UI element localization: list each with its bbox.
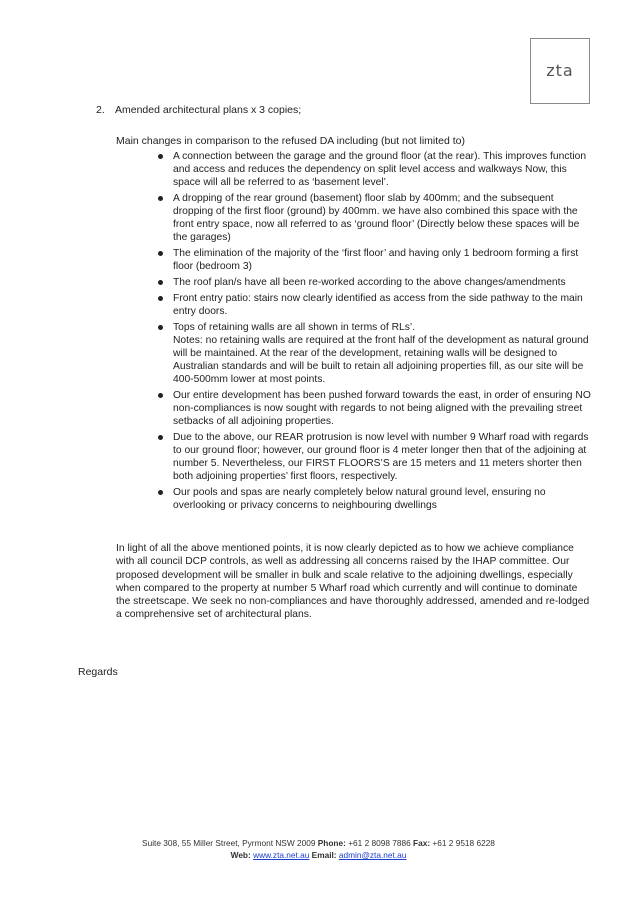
footer-address: Suite 308, 55 Miller Street, Pyrmont NSW 2009 bbox=[142, 838, 316, 848]
logo-text: zta bbox=[546, 61, 574, 80]
footer-line-2 bbox=[0, 849, 637, 861]
footer-line-1 bbox=[0, 837, 637, 849]
company-logo bbox=[530, 38, 590, 104]
email-label: Email: bbox=[311, 850, 337, 860]
page-footer bbox=[0, 837, 637, 861]
web-label: Web: bbox=[230, 850, 251, 860]
conclusion-paragraph: In light of all the above mentioned points, it is now clearly depicted as to how we achieve compliance with all council DCP controls, as well as addressing all concerns raised by the IHAP committee. Our proposed development will be smaller in bulk and scale relative to the adjoining dwellings, especially when compared to the property at number 5 Wharf road which currently and will continue to dominate the streetscape. We seek no non-compliances and have thoroughly addressed, amended and re-lodged a comprehensive set of architectural plans. bbox=[116, 543, 590, 621]
footer-fax: +61 2 9518 6228 bbox=[432, 838, 495, 848]
email-link[interactable]: admin@zta.net.au bbox=[338, 850, 407, 860]
footer-phone: +61 2 8098 7886 bbox=[348, 838, 411, 848]
change-item: Our entire development has been pushed forward towards the east, in order of ensuring NO non-compliances is now sought with regards to not being aligned with the prevailing street setbacks of all adjoining properties. bbox=[116, 389, 594, 428]
change-item-text: Tops of retaining walls are all shown in terms of RLs’. bbox=[173, 322, 416, 333]
change-item: Front entry patio: stairs now clearly identified as access from the side pathway to the main entry doors. bbox=[116, 292, 594, 318]
change-item: Due to the above, our REAR protrusion is now level with number 9 Wharf road with regards to our ground floor; however, our ground floor is 4 meter longer then that of the adjoining at number 5. Nevertheless, our FIRST FLOORS’S are 15 meters and 11 meters shorter then both adjoining properties’ first floors, respectively. bbox=[116, 431, 594, 483]
fax-label: Fax: bbox=[413, 838, 431, 848]
change-item: A dropping of the rear ground (basement) floor slab by 400mm; and the subsequent dropping of the first floor (ground) by 400mm. we have also combined this space with the front entry space, now all referred to as ‘ground floor’ (Directly below these spaces will be the garages) bbox=[116, 192, 594, 244]
change-item: A connection between the garage and the ground floor (at the rear). This improves function and access and reduces the dependency on split level access and walkways Now, this space will all be referred to as ‘basement level’. bbox=[116, 150, 594, 189]
item-text: Amended architectural plans x 3 copies; bbox=[115, 104, 302, 116]
retaining-walls-notes: Notes: no retaining walls are required at the front half of the development as natural ground will be maintained. At the rear of the development, retaining walls will be designed to Australian standards and will be built to retain all adjoining properties fill, as our site will be 400-500mm lower at most points. bbox=[173, 335, 589, 385]
change-item bbox=[116, 321, 594, 386]
changes-list bbox=[116, 150, 594, 515]
list-item-2 bbox=[96, 104, 301, 117]
regards-text: Regards bbox=[78, 666, 118, 678]
intro-text: Main changes in comparison to the refused DA including (but not limited to) bbox=[116, 135, 466, 147]
change-item: Our pools and spas are nearly completely below natural ground level, ensuring no overlooking or privacy concerns to neighbouring dwellings bbox=[116, 486, 594, 512]
change-item: The roof plan/s have all been re-worked according to the above changes/amendments bbox=[116, 276, 594, 289]
website-link[interactable]: www.zta.net.au bbox=[253, 850, 310, 860]
change-item: The elimination of the majority of the ‘first floor’ and having only 1 bedroom forming a first floor (bedroom 3) bbox=[116, 247, 594, 273]
item-number: 2. bbox=[96, 104, 105, 116]
phone-label: Phone: bbox=[317, 838, 346, 848]
